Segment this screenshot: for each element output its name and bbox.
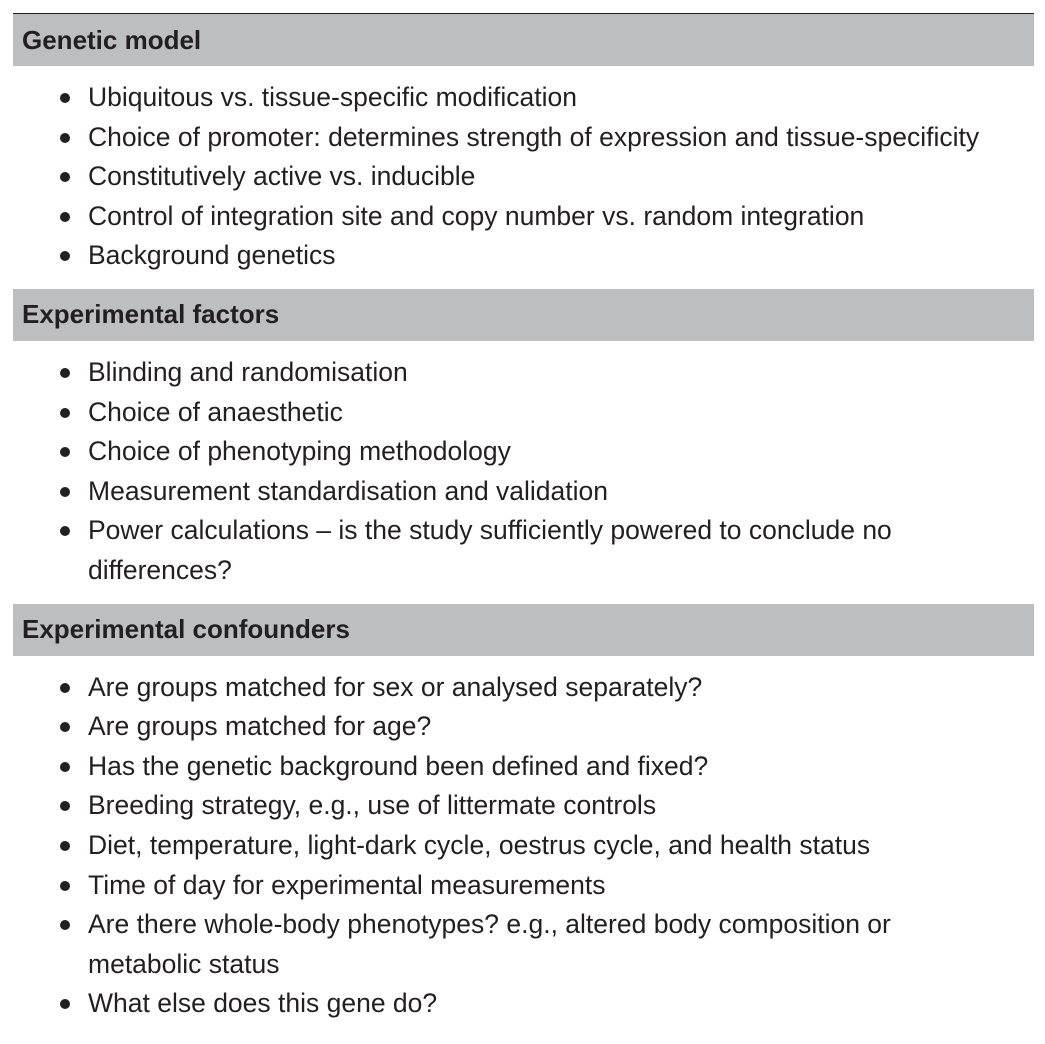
bullet-icon [60, 801, 70, 811]
bullet-icon [60, 93, 70, 103]
list-item-text: Has the genetic background been defined and fixed? [88, 750, 709, 781]
list-item [13, 786, 1034, 826]
bullet-icon [60, 722, 70, 732]
list-item-text: Are there whole-body phenotypes? e.g., altered body composition or metabolic status [88, 909, 891, 979]
list-item [13, 668, 1034, 708]
bullet-icon [60, 683, 70, 693]
list-item-text: Measurement standardisation and validation [88, 475, 609, 506]
bullet-icon [60, 368, 70, 378]
list-item [13, 78, 1034, 118]
list-item [13, 236, 1034, 276]
bullet-icon [60, 841, 70, 851]
list-item-text: Choice of anaesthetic [88, 396, 343, 427]
list-item [13, 118, 1034, 158]
list-item-text: Control of integration site and copy number vs. random integration [88, 200, 865, 231]
list-item-text: Choice of phenotyping methodology [88, 436, 511, 467]
list-item [13, 432, 1034, 472]
list-item-text: Power calculations – is the study sufficiently powered to conclude no differences? [88, 515, 892, 585]
list-item [13, 472, 1034, 512]
list-item [13, 197, 1034, 237]
section-header: Experimental confounders [13, 604, 1034, 656]
section-list [13, 66, 1034, 289]
list-item [13, 984, 1034, 1024]
bullet-icon [60, 999, 70, 1009]
list-item [13, 393, 1034, 433]
section-list [13, 656, 1034, 1037]
list-item [13, 905, 1034, 984]
section-genetic-model [13, 14, 1034, 289]
bullet-icon [60, 920, 70, 930]
bullet-icon [60, 526, 70, 536]
list-item [13, 707, 1034, 747]
list-item [13, 353, 1034, 393]
bullet-icon [60, 447, 70, 457]
section-header: Genetic model [13, 14, 1034, 66]
list-item [13, 826, 1034, 866]
bullet-icon [60, 487, 70, 497]
bullet-icon [60, 172, 70, 182]
list-item-text: Diet, temperature, light-dark cycle, oestrus cycle, and health status [88, 829, 871, 860]
list-item [13, 511, 1034, 590]
list-item-text: Background genetics [88, 240, 336, 271]
list-item-text: Are groups matched for age? [88, 711, 432, 742]
bullet-icon [60, 881, 70, 891]
bullet-icon [60, 762, 70, 772]
section-list [13, 341, 1034, 604]
list-item-text: Time of day for experimental measurements [88, 869, 606, 900]
list-item-text: Constitutively active vs. inducible [88, 161, 476, 192]
section-experimental-factors [13, 289, 1034, 604]
list-item [13, 747, 1034, 787]
bullet-icon [60, 408, 70, 418]
section-experimental-confounders [13, 604, 1034, 1037]
bullet-icon [60, 212, 70, 222]
bullet-icon [60, 133, 70, 143]
list-item-text: Are groups matched for sex or analysed separately? [88, 671, 703, 702]
bullet-icon [60, 251, 70, 261]
list-item [13, 157, 1034, 197]
list-item [13, 866, 1034, 906]
list-item-text: What else does this gene do? [88, 988, 438, 1019]
list-item-text: Choice of promoter: determines strength of expression and tissue-specificity [88, 121, 980, 152]
section-header: Experimental factors [13, 289, 1034, 341]
list-item-text: Ubiquitous vs. tissue-specific modification [88, 82, 577, 112]
list-item-text: Breeding strategy, e.g., use of littermate controls [88, 790, 657, 821]
considerations-table [13, 13, 1034, 1037]
list-item-text: Blinding and randomisation [88, 356, 408, 387]
